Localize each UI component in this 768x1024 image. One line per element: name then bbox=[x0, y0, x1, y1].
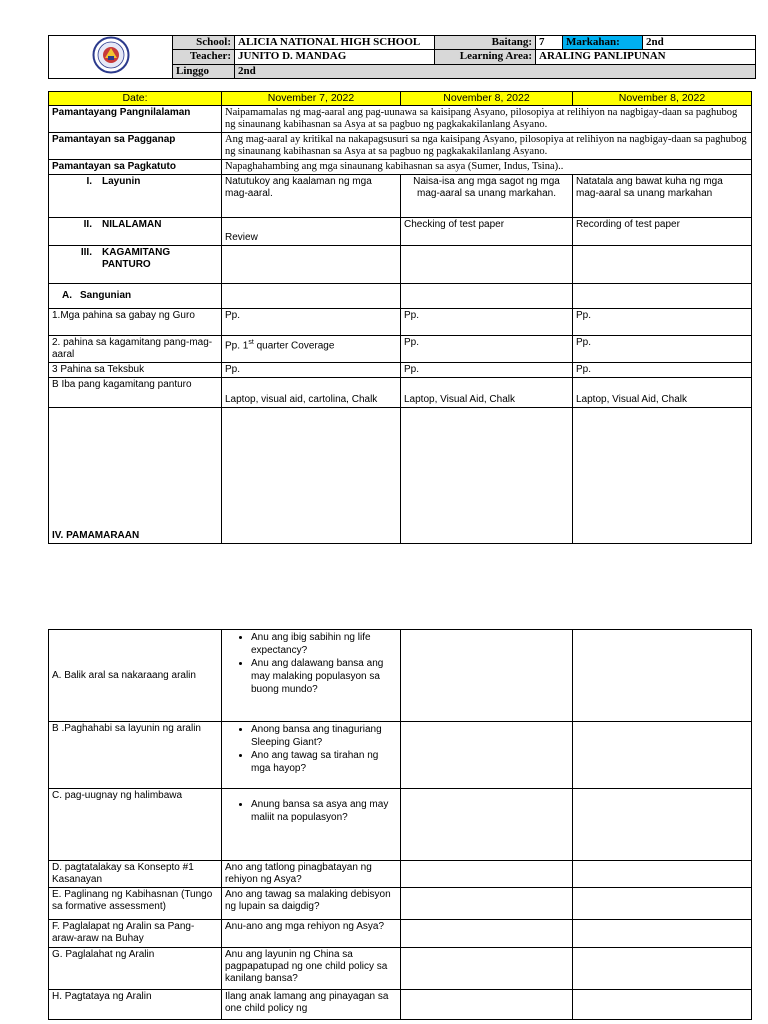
sanggunian-heading bbox=[49, 284, 222, 309]
kagamitang-pang-c2: Pp. bbox=[401, 336, 573, 363]
proc-e-label: E. Paglinang ng Kabihasnan (Tungo sa formative assessment) bbox=[49, 888, 222, 920]
sanggunian-label: Sangunian bbox=[80, 290, 132, 301]
logo-cell bbox=[49, 36, 173, 79]
learning-area-label: Learning Area: bbox=[435, 50, 536, 64]
layunin-heading bbox=[49, 175, 222, 218]
baitang-label: Baitang: bbox=[435, 36, 536, 50]
proc-c-c1 bbox=[222, 789, 401, 861]
teacher-label: Teacher: bbox=[173, 50, 235, 64]
deped-seal-icon bbox=[88, 36, 134, 74]
iba-pang-c3: Laptop, Visual Aid, Chalk bbox=[573, 378, 752, 408]
learning-area-value: ARALING PANLIPUNAN bbox=[536, 50, 756, 64]
baitang-value: 7 bbox=[536, 36, 563, 50]
gabay-label: 1.Mga pahina sa gabay ng Guro bbox=[49, 309, 222, 336]
kagamitan-num: III. bbox=[80, 247, 92, 258]
pagganap-label: Pamantayan sa Pagganap bbox=[49, 133, 222, 160]
proc-b-label: B .Paghahabi sa layunin ng aralin bbox=[49, 722, 222, 789]
proc-e-c1: Ano ang tawag sa malaking debisyon ng lupain sa daigdig? bbox=[222, 888, 401, 920]
lesson-plan-table bbox=[48, 91, 752, 544]
kagamitang-pang-c1-pre: Pp. 1 bbox=[225, 340, 249, 352]
nilalaman-heading bbox=[49, 218, 222, 246]
teksbuk-c3: Pp. bbox=[573, 363, 752, 378]
iba-pang-c1: Laptop, visual aid, cartolina, Chalk bbox=[222, 378, 401, 408]
date-label: Date: bbox=[49, 92, 222, 106]
proc-b-c1 bbox=[222, 722, 401, 789]
proc-f-c1: Anu-ano ang mga rehiyon ng Asya? bbox=[222, 920, 401, 948]
proc-b-bullet-1: • Anong bansa ang tinaguriang Sleeping Giant? bbox=[251, 723, 397, 749]
layunin-c3: Natatala ang bawat kuha ng mga mag-aaral sa unang markahan bbox=[573, 175, 752, 218]
nilalaman-c3: Recording of test paper bbox=[573, 218, 752, 246]
date-3: November 8, 2022 bbox=[573, 92, 752, 106]
proc-a-bullet-2: • Anu ang dalawang bansa ang may malaking populasyon sa buong mundo? bbox=[251, 657, 397, 696]
proc-c-list bbox=[225, 798, 397, 824]
layunin-num: I. bbox=[86, 176, 92, 187]
proc-g-c1: Anu ang layunin ng China sa pagpapatupad ng one child policy sa kanilang bansa? bbox=[222, 948, 401, 990]
gabay-c3: Pp. bbox=[573, 309, 752, 336]
pagganap-text: Ang mag-aaral ay kritikal na nakapagsusuri sa nga kaisipang Asyano, pilosopiya at relihiyon na nagbigay-daan sa paghubog ng sinaunang kabihasnan sa Asya at sa pagbuo ng pagkakakilanlang Asyano. bbox=[222, 133, 752, 160]
kagamitan-heading bbox=[49, 246, 222, 284]
pamamaraan-label: IV. PAMAMARAAN bbox=[49, 408, 222, 544]
teksbuk-c2: Pp. bbox=[401, 363, 573, 378]
markahan-value: 2nd bbox=[643, 36, 756, 50]
proc-a-list bbox=[225, 631, 397, 696]
nilalaman-label: NILALAMAN bbox=[102, 219, 162, 230]
proc-c-bullet-1: • Anung bansa sa asya ang may maliit na populasyon? bbox=[251, 798, 397, 824]
procedure-table bbox=[48, 629, 752, 1020]
proc-f-label: F. Paglalapat ng Aralin sa Pang-araw-araw na Buhay bbox=[49, 920, 222, 948]
kagamitan-label-2: PANTURO bbox=[102, 259, 151, 270]
nilalaman-num: II. bbox=[83, 219, 92, 230]
iba-pang-c2: Laptop, Visual Aid, Chalk bbox=[401, 378, 573, 408]
teacher-value: JUNITO D. MANDAG bbox=[235, 50, 435, 64]
layunin-label: Layunin bbox=[102, 176, 141, 187]
sanggunian-num: A. bbox=[62, 290, 72, 301]
proc-a-bullet-1: • Anu ang ibig sabihin ng life expectancy? bbox=[251, 631, 397, 657]
pangnilalaman-text: Naipamamalas ng mag-aaral ang pag-uunawa sa kaisipang Asyano, pilosopiya at relihiyon na nagbigay-daan sa paghubog ng sinaunang kabihasnan sa Asya at sa pagbuo ng pagkakakilanlang Asyano. bbox=[222, 106, 752, 133]
pangnilalaman-label: Pamantayang Pangnilalaman bbox=[49, 106, 222, 133]
teksbuk-label: 3 Pahina sa Teksbuk bbox=[49, 363, 222, 378]
proc-a-label: A. Balik aral sa nakaraang aralin bbox=[49, 630, 222, 722]
layunin-c2: Naisa-isa ang mga sagot ng mga mag-aaral sa unang markahan. bbox=[401, 175, 573, 218]
kagamitang-pang-c1 bbox=[222, 336, 401, 363]
proc-g-label: G. Paglalahat ng Aralin bbox=[49, 948, 222, 990]
pagkatuto-label: Pamantayan sa Pagkatuto bbox=[49, 160, 222, 175]
iba-pang-label: B Iba pang kagamitang panturo bbox=[49, 378, 222, 408]
date-1: November 7, 2022 bbox=[222, 92, 401, 106]
kagamitang-pang-c1-sup: st bbox=[248, 339, 254, 346]
proc-d-label: D. pagtatalakay sa Konsepto #1 Kasanayan bbox=[49, 861, 222, 888]
gabay-c2: Pp. bbox=[401, 309, 573, 336]
nilalaman-c2: Checking of test paper bbox=[401, 218, 573, 246]
proc-c-label: C. pag-uugnay ng halimbawa bbox=[49, 789, 222, 861]
school-value: ALICIA NATIONAL HIGH SCHOOL bbox=[235, 36, 435, 50]
proc-h-label: H. Pagtataya ng Aralin bbox=[49, 990, 222, 1020]
layunin-c1: Natutukoy ang kaalaman ng mga mag-aaral. bbox=[222, 175, 401, 218]
kagamitang-pang-c3: Pp. bbox=[573, 336, 752, 363]
linggo-value: 2nd bbox=[235, 64, 756, 78]
nilalaman-c1: Review bbox=[222, 218, 401, 246]
school-label: School: bbox=[173, 36, 235, 50]
gabay-c1: Pp. bbox=[222, 309, 401, 336]
proc-b-bullet-2: • Ano ang tawag sa tirahan ng mga hayop? bbox=[251, 749, 397, 775]
proc-b-list bbox=[225, 723, 397, 775]
proc-a-c1 bbox=[222, 630, 401, 722]
proc-d-c1: Ano ang tatlong pinagbatayan ng rehiyon ng Asya? bbox=[222, 861, 401, 888]
date-2: November 8, 2022 bbox=[401, 92, 573, 106]
kagamitang-pang-label: 2. pahina sa kagamitang pang-mag-aaral bbox=[49, 336, 222, 363]
linggo-label: Linggo bbox=[173, 64, 235, 78]
proc-h-c1: Ilang anak lamang ang pinayagan sa one child policy ng bbox=[222, 990, 401, 1020]
pagkatuto-text: Napaghahambing ang mga sinaunang kabihasnan sa asya (Sumer, Indus, Tsina).. bbox=[222, 160, 752, 175]
markahan-label: Markahan: bbox=[563, 36, 643, 50]
kagamitang-pang-c1-post: quarter Coverage bbox=[253, 340, 335, 352]
kagamitan-label-1: KAGAMITANG bbox=[102, 247, 171, 258]
header-table bbox=[48, 35, 756, 79]
teksbuk-c1: Pp. bbox=[222, 363, 401, 378]
